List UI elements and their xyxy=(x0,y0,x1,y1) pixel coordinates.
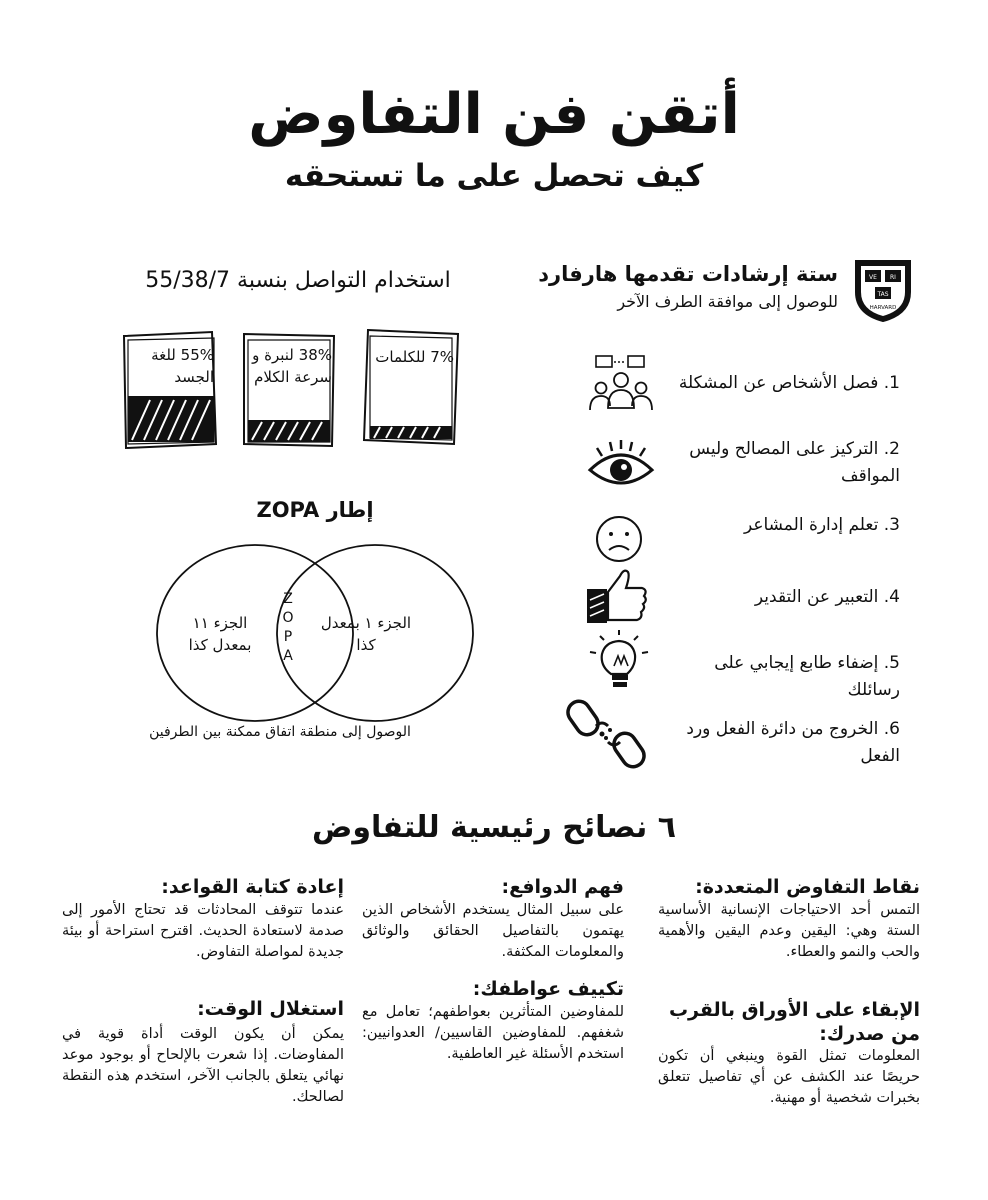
zopa-letter-p: P xyxy=(283,629,293,645)
page-title: أتقن فن التفاوض xyxy=(248,82,740,147)
tip-cards-body: المعلومات تمثل القوة وينبغي أن تكون حريصًا عند الكشف عن أي تفاصيل تتعلق بخبرات شخصية أو مهنية. xyxy=(658,1048,920,1106)
crest-letters-1: VE xyxy=(869,274,877,281)
lightbulb-icon xyxy=(584,626,658,700)
zopa-caption: الوصول إلى منطقة اتفاق ممكنة بين الطرفين xyxy=(149,724,411,740)
crest-letters-2: RI xyxy=(890,274,896,281)
tip-motives-body: على سبيل المثال يستخدم الأشخاص الذين يهتمون بالتفاصيل الحقائق والوثائق والمعلومات المكثفة. xyxy=(362,902,624,960)
crest-name: HARVARD xyxy=(869,305,897,311)
crest-letters-3: TAS xyxy=(877,291,889,298)
zopa-part-1: الجزء ١ بمعدل كذا xyxy=(320,614,412,654)
zopa-letter-z: Z xyxy=(283,591,293,607)
tip-cards-heading: الإبقاء على الأوراق بالقرب من صدرك: xyxy=(668,999,920,1045)
tip-time-body: يمكن أن يكون الوقت أداة قوية في المفاوضات. إذا شعرت بالإلحاح أو بوجود موعد نهائي يتعلق بالجانب الآخر، استخدم هذه النقطة لصالحك. xyxy=(62,1026,344,1105)
guidelines-title: ستة إرشادات تقدمها هارفارد xyxy=(538,262,838,286)
zopa-letter-o: O xyxy=(282,610,294,626)
tip-rules-heading: إعادة كتابة القواعد: xyxy=(161,876,344,898)
tip-multiple-points-heading: نقاط التفاوض المتعددة: xyxy=(695,876,920,898)
people-icon xyxy=(584,352,658,426)
guideline-2: 2. التركيز على المصالح وليس المواقف xyxy=(689,439,900,486)
tip-time-heading: استغلال الوقت: xyxy=(197,998,344,1020)
thumbs-up-icon xyxy=(582,560,656,634)
zopa-letter-a: A xyxy=(283,648,293,664)
guideline-4: 4. التعبير عن التقدير xyxy=(754,587,900,607)
eye-icon xyxy=(584,430,658,504)
tip-multiple-points-body: التمس أحد الاحتياجات الإنسانية الأساسية الستة وهي: اليقين وعدم اليقين والأهمية والحب والنمو والعطاء. xyxy=(658,902,920,960)
broken-chain-icon xyxy=(566,692,650,776)
card-tone-label: 38% لنبرة و سرعة الكلام xyxy=(252,346,332,386)
guideline-6: 6. الخروج من دائرة الفعل ورد الفعل xyxy=(686,719,900,766)
card-words-label: 7% للكلمات xyxy=(375,348,454,366)
guideline-3: 3. تعلم إدارة المشاعر xyxy=(743,515,900,535)
tip-motives-heading: فهم الدوافع: xyxy=(501,876,624,898)
harvard-crest-icon xyxy=(852,258,914,324)
tips-title: ٦ نصائح رئيسية للتفاوض xyxy=(312,810,676,845)
zopa-center-label xyxy=(278,590,298,666)
guidelines-subtitle: للوصول إلى موافقة الطرف الآخر xyxy=(617,292,838,311)
guideline-5: 5. إضفاء طابع إيجابي على رسائلك xyxy=(714,653,900,700)
page-subtitle: كيف تحصل على ما تستحقه xyxy=(284,158,704,194)
communication-title: استخدام التواصل بنسبة 55/38/7 xyxy=(145,268,451,293)
card-words xyxy=(362,326,460,446)
tip-rules-body: عندما تتوقف المحادثات قد تحتاج الأمور إلى صدمة لاستعادة الحديث. اقترح استراحة أو بيئة جديدة لمواصلة التفاوض. xyxy=(62,902,344,960)
zopa-part-2: الجزء ١١ بمعدل كذا xyxy=(188,614,252,654)
tip-emotions-body: للمفاوضين المتأثرين بعواطفهم؛ تعامل مع شغفهم. للمفاوضين القاسيين/ العدوانيين: استخدم الأسئلة غير العاطفية. xyxy=(362,1004,624,1062)
zopa-title: إطار ZOPA xyxy=(256,498,374,522)
tip-emotions-heading: تكييف عواطفك: xyxy=(472,978,624,1000)
guideline-1: 1. فصل الأشخاص عن المشكلة xyxy=(678,373,900,393)
card-body-language-label: 55% للغة الجسد xyxy=(151,346,214,386)
